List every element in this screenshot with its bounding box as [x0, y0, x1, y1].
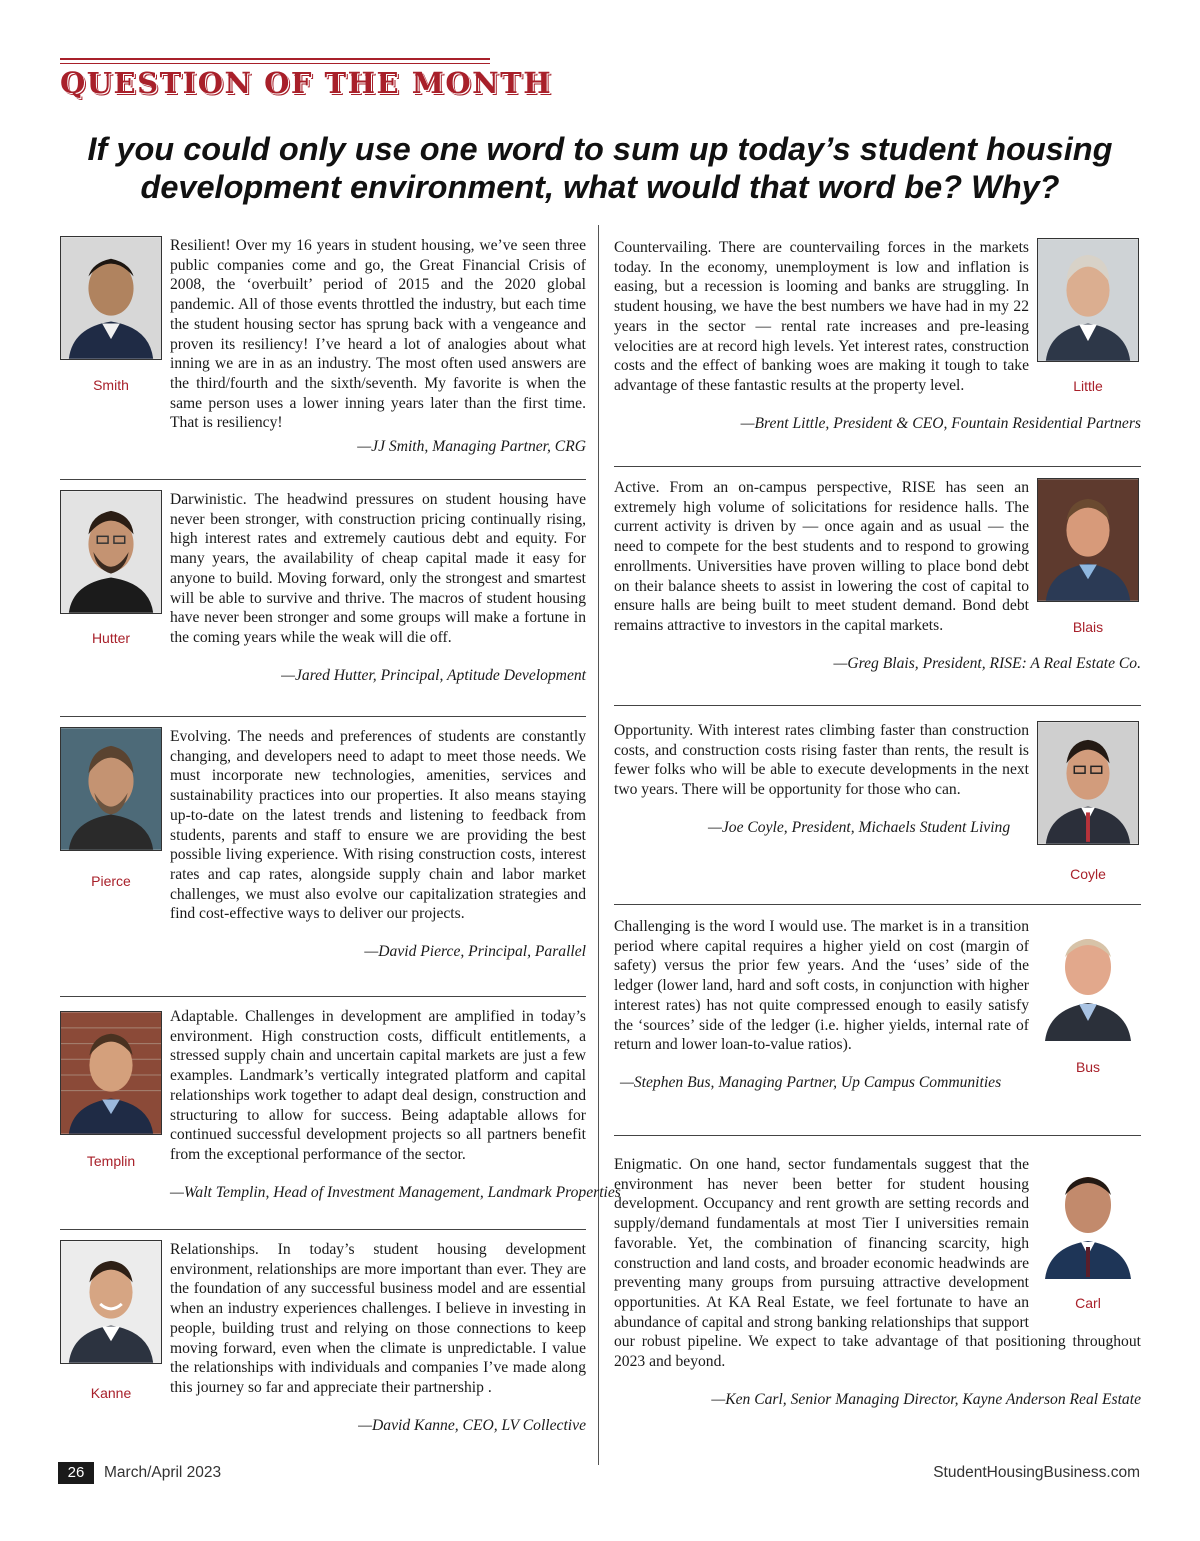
portrait-pierce	[60, 727, 162, 851]
divider-right-3	[614, 904, 1141, 905]
answer-bus	[614, 917, 1141, 1092]
portrait-smith	[60, 236, 162, 360]
portrait-bus	[1037, 917, 1139, 1041]
caption-pierce: Pierce	[91, 873, 131, 889]
answer-carl	[614, 1155, 1141, 1409]
caption-little: Little	[1073, 378, 1103, 394]
signature-little: —Brent Little, President & CEO, Fountain Residential Partners	[740, 414, 1141, 432]
signature-pierce: —David Pierce, Principal, Parallel	[364, 943, 586, 961]
signature-blais: —Greg Blais, President, RISE: A Real Estate Co.	[833, 654, 1141, 672]
divider-left-4	[60, 1229, 586, 1230]
answer-text-kanne: Relationships. In today’s student housing development environment, relationships are more important than ever. They are the foundation of any successful business model and are essential when an industry experiences challenges. I believe in investing in people, building trust and relying on those connections to keep moving forward, even when the climate is unpredictable. I value the relationships with individuals and companies I’ve made along this journey so far and appreciate their partnership .	[170, 1241, 586, 1396]
section-title: QUESTION OF THE MONTH	[60, 66, 553, 100]
answer-hutter	[60, 490, 586, 685]
question-line-2: development environment, what would that word be? Why?	[140, 169, 1060, 205]
signature-carl: —Ken Carl, Senior Managing Director, Kayne Anderson Real Estate	[711, 1390, 1141, 1408]
portrait-little	[1037, 238, 1139, 362]
signature-templin: —Walt Templin, Head of Investment Management, Landmark Properties	[170, 1183, 621, 1201]
column-divider	[598, 225, 599, 1465]
page-number: 26	[58, 1462, 94, 1484]
answer-text-little: Countervailing. There are countervailing forces in the markets today. In the economy, unemployment is low and inflation is easing, but a recession is looming and banks are struggling. In student housing, we have the best numbers we have had in my 22 years in the sector — rental rate increases and pre-leasing velocities are at record high levels. Yet interest rates, construction costs and the effect of banking woes are making it tough to take advantage of these fantastic results at the property level.	[614, 239, 1029, 394]
answer-text-templin: Adaptable. Challenges in development are amplified in today’s environment. High construction costs, difficult entitlements, a stressed supply chain and uncertain capital markets are just a few examples. Landmark’s vertically integrated platform and capital relationships work together to adapt deal design, construction and structuring to allow for success. Being adaptable allows for continued successful development projects so all partners benefit from the exceptional performance of the sector.	[170, 1008, 586, 1163]
answer-blais	[614, 478, 1141, 673]
answer-templin	[60, 1007, 621, 1202]
answer-text-pierce: Evolving. The needs and preferences of students are constantly changing, and developers need to adapt to meet those needs. We must incorporate new technologies, amenities, services and sustainability practices into our properties. It also means staying up-to-date on the latest trends and listening to feedback from students, parents and staff to ensure we are providing the best possible living experience. With rising construction costs, interest rates and cap rates, alongside supply chain and labor market challenges, we must also evolve our capitalization strategies and find cost-effective ways to deliver our projects.	[170, 728, 586, 923]
signature-smith: —JJ Smith, Managing Partner, CRG	[357, 438, 586, 456]
caption-bus: Bus	[1075, 1059, 1101, 1075]
website-url[interactable]: StudentHousingBusiness.com	[933, 1464, 1140, 1481]
divider-right-1	[614, 466, 1141, 467]
title-rule-top	[60, 58, 490, 60]
divider-left-2	[60, 716, 586, 717]
answer-text-coyle: Opportunity. With interest rates climbing faster than construction costs, and construction costs rising faster than rents, the result is fewer folks who will be able to execute developments in the next two years. There will be opportunity for those who can.	[614, 722, 1029, 799]
issue-date: March/April 2023	[104, 1464, 222, 1481]
answer-pierce	[60, 727, 586, 961]
caption-hutter: Hutter	[91, 630, 131, 646]
answer-text-blais: Active. From an on-campus perspective, RISE has seen an extremely high volume of solicitations for residence halls. The current activity is driven by — once again and as usual — the need to compete for the best students and to respond to growing enrollments. Universities have proven willing to place bond debt on their balance sheets to assist in lowering the cost of capital to ensure halls are being built to meet student demand. Bond debt remains attractive to investors in the capital markets.	[614, 479, 1029, 634]
signature-hutter: —Jared Hutter, Principal, Aptitude Development	[281, 666, 586, 684]
question-heading	[40, 130, 1160, 206]
caption-templin: Templin	[86, 1153, 136, 1169]
signature-coyle: —Joe Coyle, President, Michaels Student Living	[708, 818, 1011, 836]
answer-text-smith: Resilient! Over my 16 years in student housing, we’ve seen three public companies come and go, the Great Financial Crisis of 2008, the ‘overbuilt’ period of 2015 and the 2020 global pandemic. All of those events throttled the industry, but each time the student housing sector has sprung back with a vengeance and proven its resiliency! I’ve heard a lot of analogies about what inning we are in as an industry. The most often used answers are the third/fourth and the sixth/seventh. My favorite is when the same person uses a lower inning years later than the first time. That is resiliency!	[170, 237, 586, 432]
answer-text-carl: Enigmatic. On one hand, sector fundamentals suggest that the environment has never been better for student housing development. Occupancy and rent growth are setting records and supply/demand fundamentals at most Tier I universities remain favorable. Yet, the combination of financing scarcity, high construction and land costs, and broader economic headwinds are preventing many groups from pursuing attractive development opportunities. At KA Real Estate, we feel fortunate to have an abundance of capital and strong banking relationships that support our robust pipeline. We expect to take advantage of that positioning throughout 2023 and beyond.	[614, 1156, 1141, 1371]
caption-kanne: Kanne	[90, 1385, 132, 1401]
portrait-carl	[1037, 1155, 1139, 1279]
divider-right-2	[614, 705, 1141, 706]
caption-carl: Carl	[1075, 1295, 1101, 1311]
portrait-hutter	[60, 490, 162, 614]
answer-coyle	[614, 721, 1141, 891]
signature-bus: —Stephen Bus, Managing Partner, Up Campus Communities	[620, 1073, 1002, 1091]
divider-right-4	[614, 1135, 1141, 1136]
caption-blais: Blais	[1072, 619, 1104, 635]
divider-left-1	[60, 479, 586, 480]
portrait-coyle	[1037, 721, 1139, 845]
answer-little	[614, 238, 1141, 433]
answer-smith	[60, 236, 586, 456]
portrait-blais	[1037, 478, 1139, 602]
question-line-1: If you could only use one word to sum up today’s student housing	[87, 131, 1113, 167]
divider-left-3	[60, 996, 586, 997]
answer-kanne	[60, 1240, 586, 1435]
answer-text-bus: Challenging is the word I would use. The market is in a transition period where capital requires a higher yield on cost (margin of safety) versus the prior few years. And the ‘uses’ side of the ledger (lower land, hard and soft costs, in conjunction with higher interest rates) has not quite compressed enough to easily satisfy the ‘sources’ side of the ledger (i.e. higher yields, internal rate of return and lower loan-to-value ratios).	[614, 918, 1029, 1054]
portrait-kanne	[60, 1240, 162, 1364]
caption-smith: Smith	[93, 377, 129, 393]
answer-text-hutter: Darwinistic. The headwind pressures on student housing have never been stronger, with construction pricing continually rising, high interest rates and extremely cautious debt and equity. For many years, the availability of cheap capital made it easy for anyone to build. Moving forward, only the strongest and smartest will be able to survive and thrive. The macros of student housing have never been stronger and some groups will make a fortune in the coming years while the weak will die off.	[170, 491, 586, 646]
signature-kanne: —David Kanne, CEO, LV Collective	[358, 1416, 586, 1434]
title-rule-thin	[60, 63, 490, 64]
caption-coyle: Coyle	[1070, 866, 1106, 882]
portrait-templin	[60, 1011, 162, 1135]
